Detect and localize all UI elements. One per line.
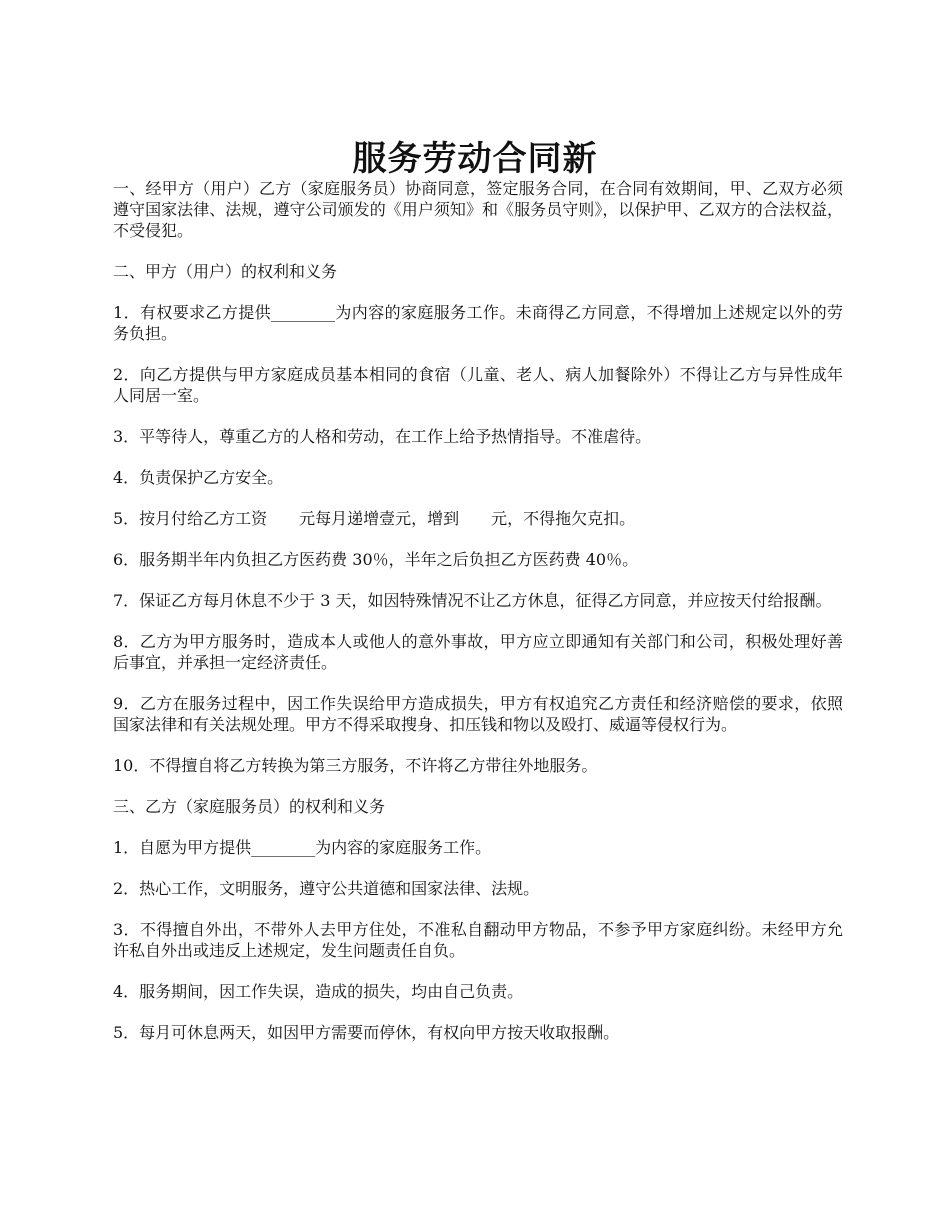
paragraph: 3．不得擅自外出，不带外人去甲方住处，不准私自翻动甲方物品，不参予甲方家庭纠纷。未经甲方允许私自外出或违反上述规定，发生问题责任自负。: [113, 920, 843, 960]
paragraph: 2．热心工作，文明服务，遵守公共道德和国家法律、法规。: [113, 879, 540, 898]
paragraph: 一、经甲方（用户）乙方（家庭服务员）协商同意，签定服务合同，在合同有效期间，甲、乙双方必须遵守国家法律、法规，遵守公司颁发的《用户须知》和《服务员守则》，以保护甲、乙双方的合法权益，不受侵犯。: [113, 179, 843, 240]
paragraph: 6．服务期半年内负担乙方医药费 30％，半年之后负担乙方医药费 40％。: [113, 550, 639, 569]
document-title: 服务劳动合同新: [352, 138, 598, 179]
paragraph: 4．服务期间，因工作失误，造成的损失，均由自己负责。: [113, 982, 524, 1001]
paragraph: 5．每月可休息两天，如因甲方需要而停休，有权向甲方按天收取报酬。: [113, 1023, 620, 1042]
paragraph: 1．自愿为甲方提供________为内容的家庭服务工作。: [113, 838, 492, 857]
paragraph: 3．平等待人，尊重乙方的人格和劳动，在工作上给予热情指导。不准虐待。: [113, 427, 652, 446]
section-heading: 三、乙方（家庭服务员）的权利和义务: [113, 797, 386, 816]
section-heading: 二、甲方（用户）的权利和义务: [113, 262, 338, 281]
paragraph: 5．按月付给乙方工资 元每月递增壹元，增到 元，不得拖欠克扣。: [113, 509, 636, 528]
paragraph: 7．保证乙方每月休息不少于 3 天，如因特殊情况不让乙方休息，征得乙方同意，并应按天付给报酬。: [113, 591, 832, 610]
document-body: [113, 178, 843, 1063]
paragraph: 10．不得擅自将乙方转换为第三方服务，不许将乙方带往外地服务。: [113, 756, 598, 775]
paragraph: 2．向乙方提供与甲方家庭成员基本相同的食宿（儿童、老人、病人加餐除外）不得让乙方与异性成年人同居一室。: [113, 365, 843, 405]
paragraph: 4．负责保护乙方安全。: [113, 468, 284, 487]
paragraph: 9．乙方在服务过程中，因工作失误给甲方造成损失，甲方有权追究乙方责任和经济赔偿的要求，依照国家法律和有关法规处理。甲方不得采取搜身、扣压钱和物以及殴打、威逼等侵权行为。: [113, 694, 843, 734]
paragraph: 1．有权要求乙方提供________为内容的家庭服务工作。未商得乙方同意，不得增加上述规定以外的劳务负担。: [113, 303, 843, 343]
paragraph: 8．乙方为甲方服务时，造成本人或他人的意外事故，甲方应立即通知有关部门和公司，积极处理好善后事宜，并承担一定经济责任。: [113, 632, 843, 672]
